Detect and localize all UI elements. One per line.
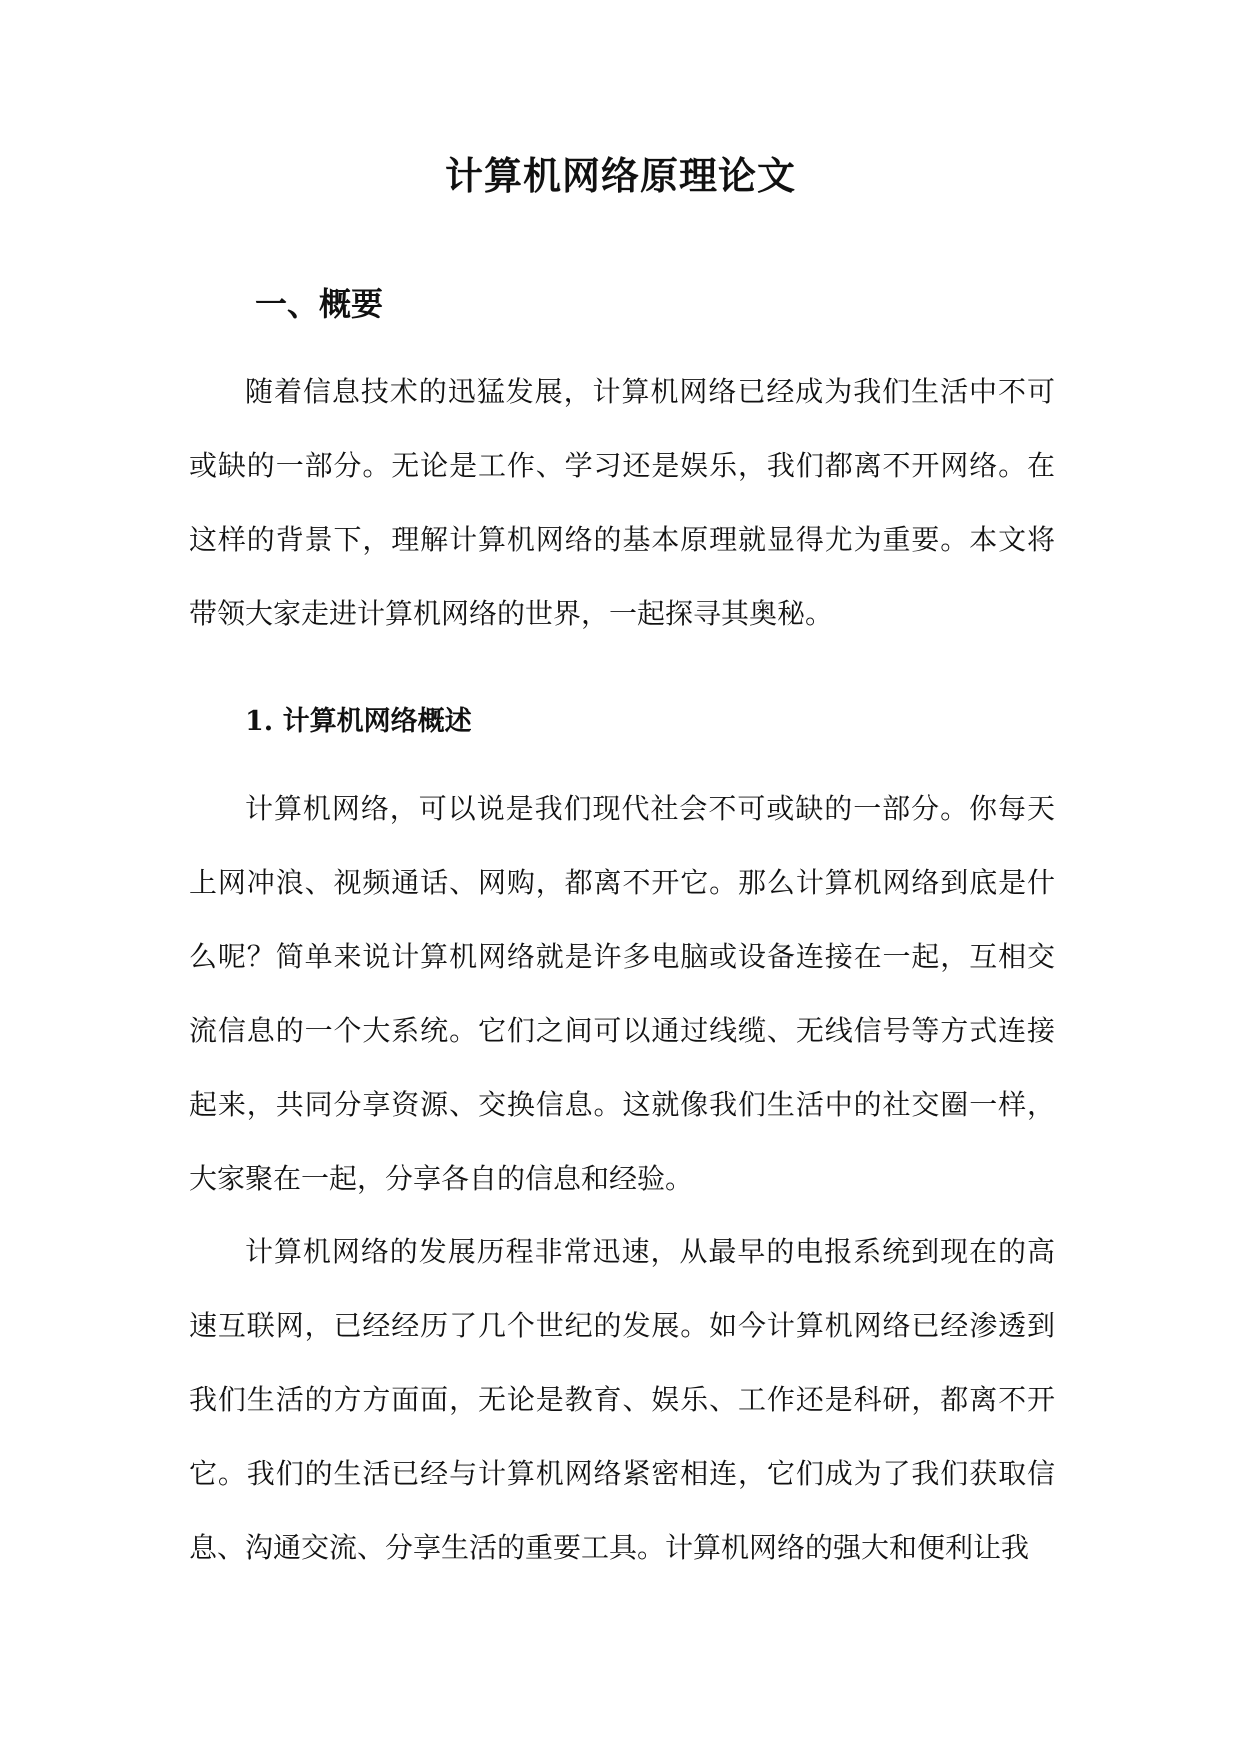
subsection-heading-network-overview: 1. 计算机网络概述 [245,706,472,737]
overview-paragraph: 随着信息技术的迅猛发展，计算机网络已经成为我们生活中不可或缺的一部分。无论是工作、学习还是娱乐，我们都离不开网络。在这样的背景下，理解计算机网络的基本原理就显得尤为重要。本文将带领大家走进计算机网络的世界，一起探寻其奥秘。 [189,375,1055,630]
network-overview-paragraph-2: 计算机网络的发展历程非常迅速，从最早的电报系统到现在的高速互联网，已经经历了几个世纪的发展。如今计算机网络已经渗透到我们生活的方方面面，无论是教育、娱乐、工作还是科研，都离不开它。我们的生活已经与计算机网络紧密相连，它们成为了我们获取信息、沟通交流、分享生活的重要工具。计算机网络的强大和便利让我 [189,1235,1055,1564]
section-heading-overview: 一、概要 [255,285,384,323]
document-title: 计算机网络原理论文 [444,153,796,198]
network-overview-paragraph-1: 计算机网络，可以说是我们现代社会不可或缺的一部分。你每天上网冲浪、视频通话、网购，都离不开它。那么计算机网络到底是什么呢？简单来说计算机网络就是许多电脑或设备连接在一起，互相交流信息的一个大系统。它们之间可以通过线缆、无线信号等方式连接起来，共同分享资源、交换信息。这就像我们生活中的社交圈一样，大家聚在一起，分享各自的信息和经验。 [189,792,1055,1195]
